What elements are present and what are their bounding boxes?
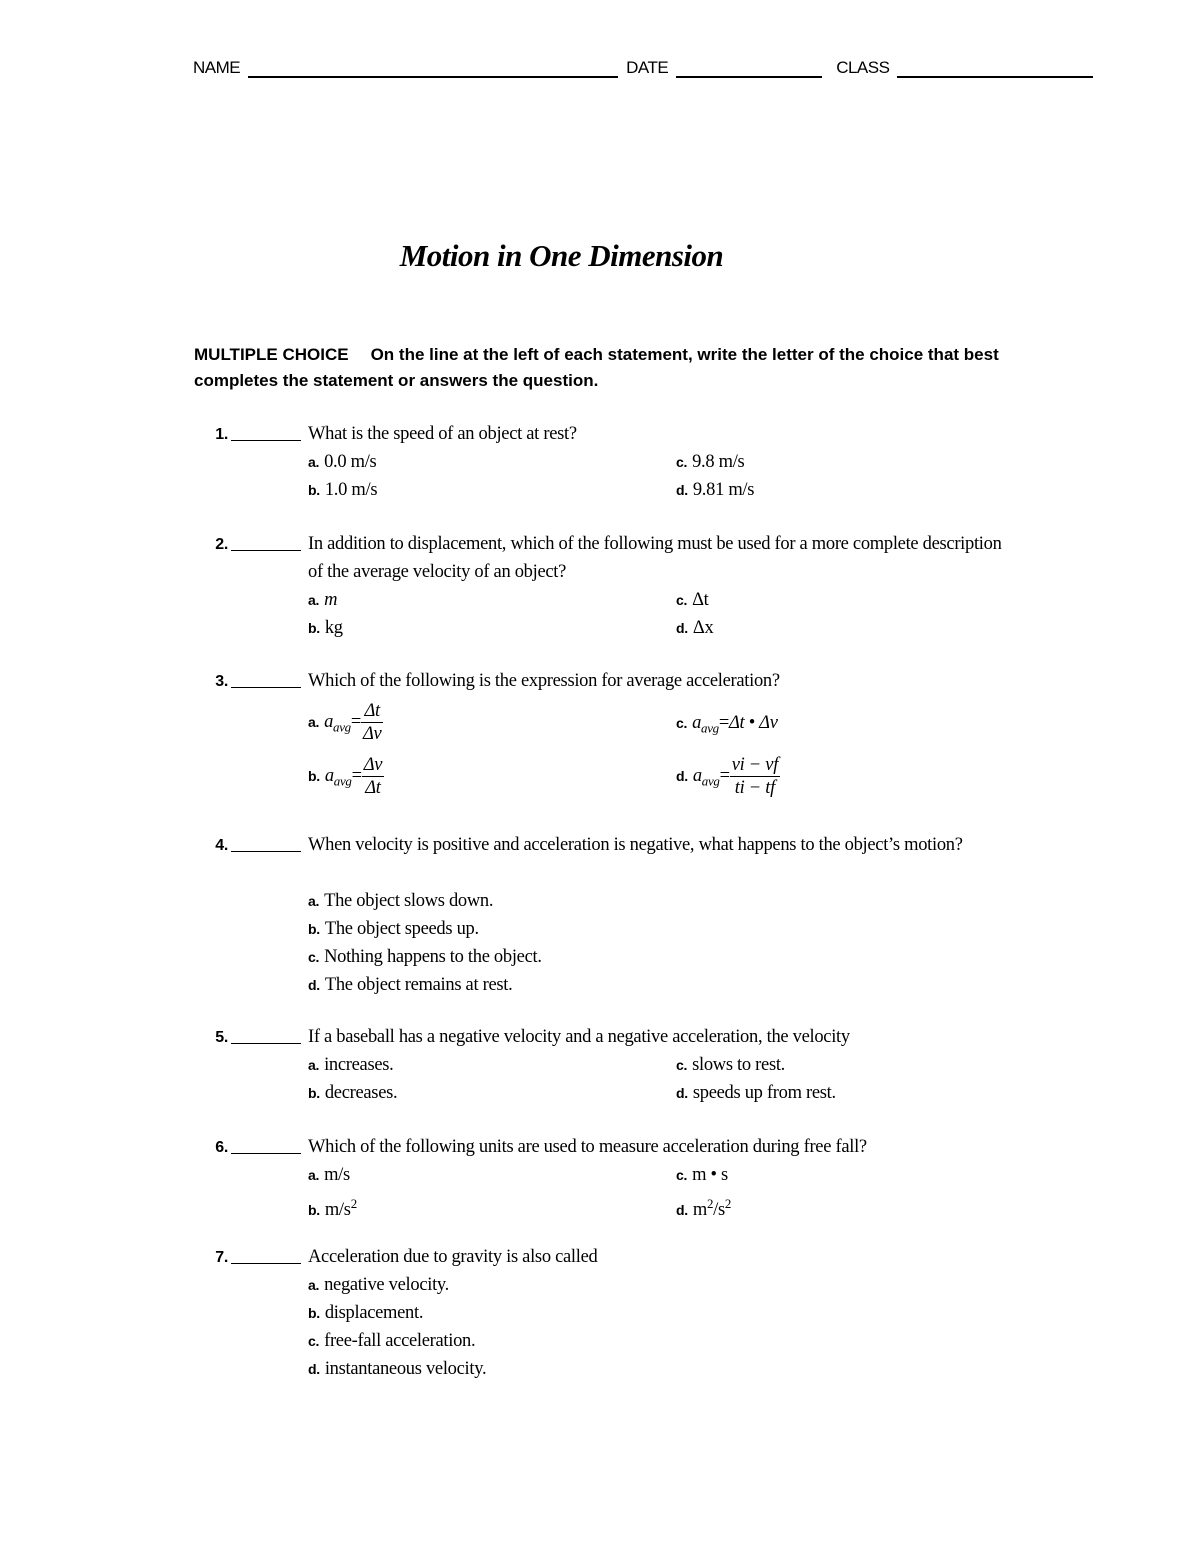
option-text: m xyxy=(692,1200,707,1221)
option-letter: a. xyxy=(308,713,320,730)
option-a xyxy=(308,449,376,477)
option-text: decreases. xyxy=(324,1083,398,1103)
option-c xyxy=(676,449,744,477)
question-number: 3. xyxy=(215,673,228,690)
option-b xyxy=(308,1080,397,1108)
math-var: a xyxy=(692,765,702,786)
name-field-line[interactable] xyxy=(248,58,618,78)
option-text: Δx xyxy=(692,618,714,638)
option-b xyxy=(308,1300,423,1328)
option-b xyxy=(308,1190,357,1225)
fraction xyxy=(361,700,383,745)
denominator: Δv xyxy=(362,724,382,744)
option-text: increases. xyxy=(324,1055,394,1075)
option-d xyxy=(676,754,780,799)
option-letter: c. xyxy=(676,1057,688,1073)
option-c xyxy=(308,1328,475,1356)
numerator: Δv xyxy=(363,755,383,775)
superscript: 2 xyxy=(350,1196,357,1211)
option-c xyxy=(676,1052,785,1080)
option-letter: a. xyxy=(308,454,320,470)
option-c xyxy=(676,710,778,742)
math-equals: = xyxy=(719,765,730,786)
option-letter: b. xyxy=(308,620,320,636)
math-equals: = xyxy=(351,765,362,786)
instructions-heading: MULTIPLE CHOICE xyxy=(194,345,349,364)
option-text-2: /s xyxy=(713,1200,725,1221)
option-text: m • s xyxy=(692,1165,728,1185)
question-text: What is the speed of an object at rest? xyxy=(308,424,577,444)
option-text: kg xyxy=(324,618,343,638)
option-letter: c. xyxy=(676,715,688,731)
option-text: The object remains at rest. xyxy=(324,975,513,995)
option-letter: b. xyxy=(308,767,320,784)
option-letter: b. xyxy=(308,482,320,498)
question-text: Acceleration due to gravity is also called xyxy=(308,1247,598,1267)
fraction xyxy=(730,754,780,799)
option-text: speeds up from rest. xyxy=(692,1083,836,1103)
option-a xyxy=(308,700,383,745)
option-letter: a. xyxy=(308,1057,320,1073)
option-text: Δt xyxy=(692,590,709,610)
date-label: DATE xyxy=(626,58,669,77)
question-number: 6. xyxy=(215,1139,228,1156)
option-letter: d. xyxy=(676,1085,688,1101)
option-letter: a. xyxy=(308,1167,320,1183)
option-text: displacement. xyxy=(324,1303,424,1323)
math-equals: = xyxy=(350,711,361,732)
option-letter: c. xyxy=(676,1167,688,1183)
option-d xyxy=(676,477,754,505)
option-d xyxy=(308,972,512,1000)
math-sub: avg xyxy=(333,773,352,789)
question-number: 4. xyxy=(215,837,228,854)
option-text: negative velocity. xyxy=(324,1275,449,1295)
option-b xyxy=(308,477,377,505)
option-letter: d. xyxy=(308,1361,320,1377)
option-a xyxy=(308,1162,350,1190)
class-field-line[interactable] xyxy=(897,58,1093,78)
fraction xyxy=(362,754,384,799)
option-a xyxy=(308,587,337,615)
option-letter: c. xyxy=(308,1333,320,1349)
option-text: 0.0 m/s xyxy=(324,452,377,472)
instructions xyxy=(194,342,1024,394)
answer-blank[interactable] xyxy=(231,1263,301,1264)
question-number: 1. xyxy=(215,426,228,443)
option-c xyxy=(676,1162,728,1190)
option-text: The object slows down. xyxy=(324,891,494,911)
class-label: CLASS xyxy=(836,58,890,77)
header-fields xyxy=(193,58,1113,78)
option-d xyxy=(676,615,713,643)
name-label: NAME xyxy=(193,58,241,77)
option-b xyxy=(308,754,384,799)
option-text: slows to rest. xyxy=(692,1055,786,1075)
option-a xyxy=(308,1272,449,1300)
option-letter: d. xyxy=(676,1202,688,1219)
option-text: m xyxy=(324,590,338,610)
option-text: m/s xyxy=(324,1200,351,1221)
option-text: m/s xyxy=(324,1165,350,1185)
option-letter: c. xyxy=(308,949,320,965)
numerator: vi − vf xyxy=(731,755,779,775)
option-text: Nothing happens to the object. xyxy=(324,947,542,967)
option-text: 9.8 m/s xyxy=(692,452,745,472)
option-letter: b. xyxy=(308,1085,320,1101)
option-letter: a. xyxy=(308,1277,320,1293)
option-a xyxy=(308,888,493,916)
math-var: a xyxy=(324,711,334,732)
math-sub: avg xyxy=(333,719,351,735)
math-sub: avg xyxy=(701,720,719,736)
superscript-2: 2 xyxy=(724,1196,732,1211)
option-letter: c. xyxy=(676,454,688,470)
option-letter: d. xyxy=(308,977,320,993)
option-a xyxy=(308,1052,394,1080)
instructions-text: On the line at the left of each statement, write the letter of the choice that best completes the statement or answers the question. xyxy=(194,345,999,390)
option-d xyxy=(308,1356,486,1384)
answer-blank[interactable] xyxy=(231,440,301,441)
question-number: 5. xyxy=(215,1029,228,1046)
option-c xyxy=(676,587,709,615)
option-text: The object speeds up. xyxy=(324,919,479,939)
question-text: Which of the following is the expression for average acceleration? xyxy=(308,671,780,691)
question-text: When velocity is positive and acceleration is negative, what happens to the object’s motion? xyxy=(308,835,963,855)
math-expression: Δt • Δv xyxy=(728,713,778,733)
answer-blank[interactable] xyxy=(231,550,301,551)
option-c xyxy=(308,944,542,972)
page-title: Motion in One Dimension xyxy=(399,238,724,273)
answer-blank[interactable] xyxy=(231,1043,301,1044)
denominator: ti − tf xyxy=(734,778,775,798)
option-d xyxy=(676,1080,836,1108)
answer-blank[interactable] xyxy=(231,1153,301,1154)
option-b xyxy=(308,916,479,944)
option-letter: d. xyxy=(676,767,688,784)
option-letter: b. xyxy=(308,1305,320,1321)
option-text: free-fall acceleration. xyxy=(324,1331,476,1351)
option-letter: a. xyxy=(308,893,320,909)
answer-blank[interactable] xyxy=(231,851,301,852)
option-letter: a. xyxy=(308,592,320,608)
question-text: If a baseball has a negative velocity and a negative acceleration, the velocity xyxy=(308,1027,850,1047)
math-var: a xyxy=(324,765,334,786)
option-letter: c. xyxy=(676,592,688,608)
question-text: Which of the following units are used to measure acceleration during free fall? xyxy=(308,1137,867,1157)
option-b xyxy=(308,615,343,643)
math-sub: avg xyxy=(701,773,720,789)
option-text: instantaneous velocity. xyxy=(324,1359,487,1379)
option-letter: d. xyxy=(676,482,688,498)
question-text: In addition to displacement, which of the following must be used for a more complete description of the average velocity of an object? xyxy=(308,534,1002,582)
superscript: 2 xyxy=(706,1196,714,1211)
date-field-line[interactable] xyxy=(676,58,822,78)
question-number: 7. xyxy=(215,1249,228,1266)
question-number: 2. xyxy=(215,536,228,553)
option-letter: b. xyxy=(308,921,320,937)
option-d xyxy=(676,1190,731,1225)
option-text: 9.81 m/s xyxy=(692,480,755,500)
option-letter: b. xyxy=(308,1202,320,1219)
denominator: Δt xyxy=(365,778,381,798)
math-var: a xyxy=(692,713,702,733)
option-letter: d. xyxy=(676,620,688,636)
answer-blank[interactable] xyxy=(231,687,301,688)
math-equals: = xyxy=(718,713,729,733)
option-text: 1.0 m/s xyxy=(324,480,378,500)
numerator: Δt xyxy=(361,700,383,723)
